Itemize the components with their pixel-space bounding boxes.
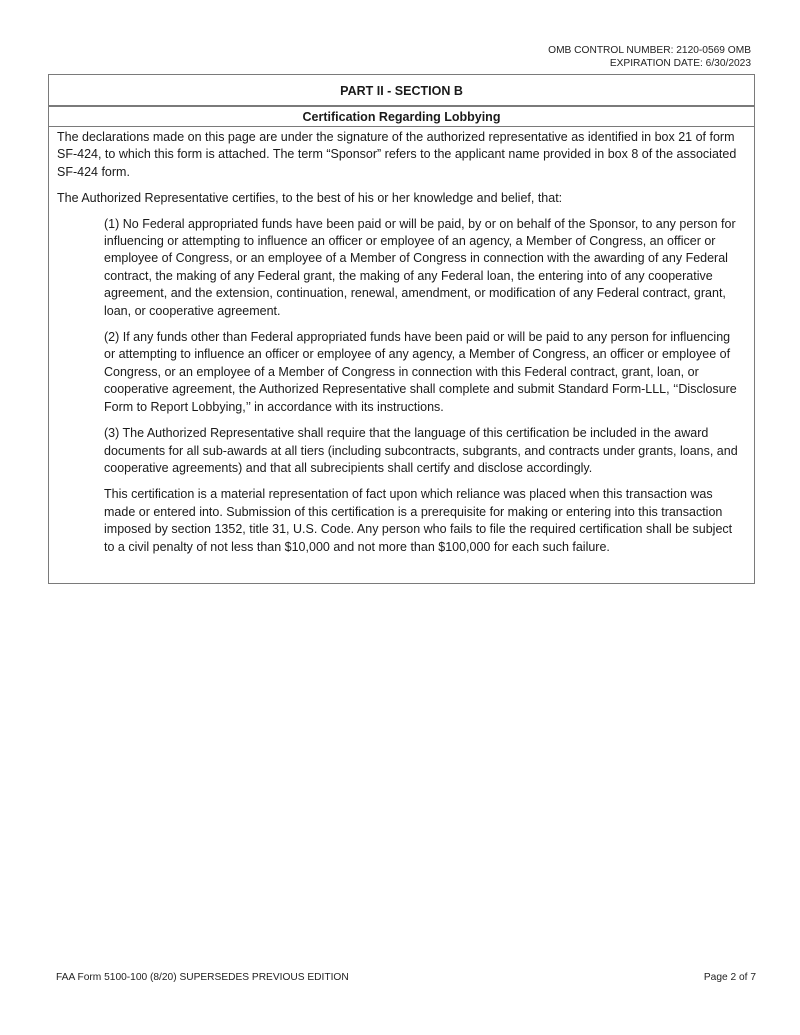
part-title: PART II - SECTION B [49, 75, 754, 107]
expiration-date: EXPIRATION DATE: 6/30/2023 [609, 57, 751, 69]
clause-3: (3) The Authorized Representative shall require that the language of this certification be included in the award documents for all sub-awards at all tiers (including subcontracts, subgrants, and contracts under grants, loans, and cooperative agreements) and that all subrecipients shall certify and disclose accordingly. [104, 426, 738, 475]
footer-page-number: Page 2 of 7 [703, 972, 756, 983]
section-title: Certification Regarding Lobbying [49, 107, 754, 127]
certification-body [49, 127, 754, 556]
omb-control-number: OMB CONTROL NUMBER: 2120-0569 OMB [548, 45, 751, 56]
penalty-paragraph: This certification is a material representation of fact upon which reliance was placed when this transaction was made or entered into. Submission of this certification is a prerequisite for making or entering into this transaction imposed by section 1352, title 31, U.S. Code. Any person who fails to file the required certification shall be subject to a civil penalty of not less than $10,000 and not more than $100,000 for each such failure. [104, 487, 733, 554]
footer-form-id: FAA Form 5100-100 (8/20) SUPERSEDES PREVIOUS EDITION [56, 972, 349, 983]
intro-paragraph: The declarations made on this page are under the signature of the authorized representative as identified in box 21 of form SF-424, to which this form is attached. The term “Sponsor” refers to the applicant name provided in box 8 of the associated SF-424 form. [57, 130, 737, 179]
lead-paragraph: The Authorized Representative certifies, to the best of his or her knowledge and belief, that: [57, 191, 563, 206]
omb-header [548, 45, 751, 70]
certification-form-box [48, 74, 755, 584]
clause-2: (2) If any funds other than Federal appropriated funds have been paid or will be paid to any person for influencing or attempting to influence an officer or employee of any agency, a Member of Congress, an officer or employee of Congress, or an employee of a Member of Congress in connection with this Federal contract, grant, loan, or cooperative agreement, the Authorized Representative shall complete and submit Standard Form-LLL, ‘‘Disclosure Form to Report Lobbying,’’ in accordance with its instructions. [104, 330, 737, 414]
clause-1: (1) No Federal appropriated funds have been paid or will be paid, by or on behalf of the Sponsor, to any person for influencing or attempting to influence an officer or employee of an agency, a Member of Congress, an officer or employee of Congress, or an employee of a Member of Congress in connection with the awarding of any Federal contract, the making of any Federal grant, the making of any Federal loan, the entering into of any cooperative agreement, and the extension, continuation, renewal, amendment, or modification of any Federal contract, grant, loan, or cooperative agreement. [104, 216, 736, 318]
